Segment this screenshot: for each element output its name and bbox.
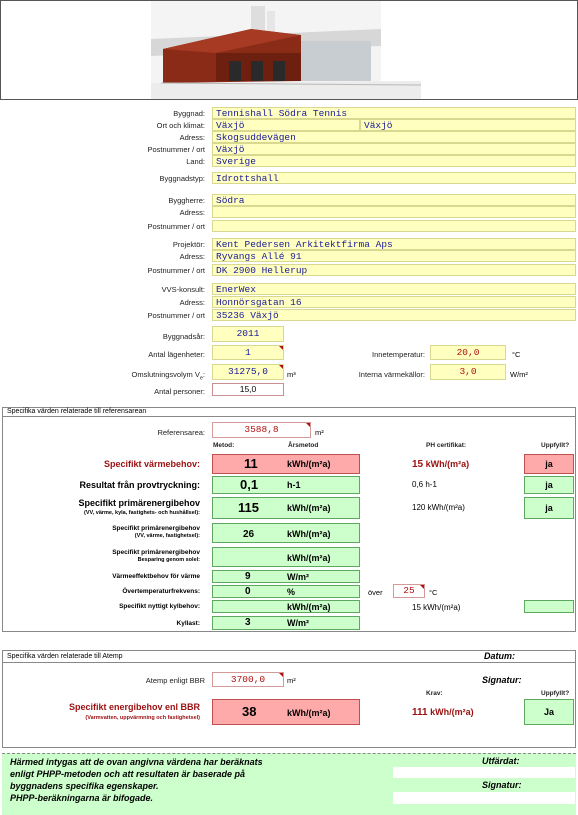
pressure-test-ph: 0,6 h-1 bbox=[412, 480, 437, 489]
solar-saving-sublabel: Besparing genom solel: bbox=[137, 557, 200, 563]
building-illustration bbox=[0, 0, 578, 100]
architect-field[interactable]: Kent Pedersen Arkitektfirma Aps bbox=[212, 238, 576, 250]
primary-energy-ph: 120 kWh/(m²a) bbox=[412, 503, 465, 512]
building-type-label: Byggnadstyp: bbox=[159, 174, 205, 183]
persons-field[interactable]: 15,0 bbox=[212, 383, 284, 396]
footer-line-2: enligt PHPP-metoden och att resultaten är baserade på bbox=[10, 769, 246, 779]
architect-postal-field[interactable]: DK 2900 Hellerup bbox=[212, 264, 576, 276]
climate-field[interactable]: Växjö bbox=[360, 119, 576, 131]
pressure-test-ok: ja bbox=[524, 476, 574, 494]
heat-demand-label: Specifikt värmebehov: bbox=[103, 459, 200, 469]
cooling-load-label: Kyllast: bbox=[176, 620, 200, 627]
postal-label: Postnummer / ort bbox=[147, 145, 205, 154]
internal-heat-label: Interna värmekällor: bbox=[358, 370, 425, 379]
country-label: Land: bbox=[186, 157, 205, 166]
atemp-section-divider bbox=[2, 662, 576, 663]
primary-energy-sublabel: (VV, värme, kyla, fastighets- och hushållsel): bbox=[84, 510, 200, 516]
col-req: Krav: bbox=[426, 690, 443, 697]
hvac-label: VVS-konsult: bbox=[161, 285, 205, 294]
bbr-energy-sublabel: (Varmvatten, uppvärmning och fastighetsel) bbox=[85, 715, 200, 721]
volume-unit: m³ bbox=[287, 370, 296, 379]
bbr-energy-unit: kWh/(m²a) bbox=[287, 708, 331, 718]
bbr-energy-label: Specifikt energibehov enl BBR bbox=[68, 702, 200, 712]
volume-label: Omslutningsvolym $V_e$: bbox=[131, 370, 205, 382]
heat-demand-unit: kWh/(m²a) bbox=[287, 459, 331, 469]
owner-label: Byggherre: bbox=[168, 196, 205, 205]
date-label: Datum: bbox=[484, 651, 515, 661]
cooling-demand-cell bbox=[212, 600, 360, 613]
internal-heat-unit: W/m² bbox=[510, 370, 528, 379]
cooling-demand-label: Specifikt nyttigt kylbehov: bbox=[119, 603, 200, 610]
city-field[interactable]: Växjö bbox=[212, 119, 360, 131]
overheat-label: Övertemperaturfrekvens: bbox=[122, 588, 200, 595]
pressure-test-unit: h-1 bbox=[287, 480, 301, 490]
cooling-demand-ok bbox=[524, 600, 574, 613]
atemp-section-title: Specifika värden relaterade till Atemp bbox=[7, 653, 123, 660]
architect-address-field[interactable]: Ryvangs Allé 91 bbox=[212, 250, 576, 262]
primary-energy-2-value: 26 bbox=[243, 529, 255, 540]
owner-field[interactable]: Södra bbox=[212, 194, 576, 206]
footer-signature-field[interactable] bbox=[393, 792, 575, 804]
pressure-test-cell bbox=[212, 476, 360, 494]
primary-energy-2-cell bbox=[212, 523, 360, 543]
owner-address-label: Adress: bbox=[179, 208, 205, 217]
solar-saving-label: Specifikt primärenergibehov bbox=[112, 549, 200, 556]
architect-label: Projektör: bbox=[172, 240, 205, 249]
footer-line-4: PHPP-beräkningarna är bifogade. bbox=[10, 793, 154, 803]
cooling-load-unit: W/m² bbox=[287, 618, 309, 628]
issued-field[interactable] bbox=[393, 767, 575, 778]
owner-postal-label: Postnummer / ort bbox=[147, 222, 205, 231]
hvac-address-field[interactable]: Honnörsgatan 16 bbox=[212, 296, 576, 308]
col-ok: Uppfyllt? bbox=[541, 442, 570, 449]
bbr-requirement: 111 kWh/(m²a) bbox=[412, 707, 474, 718]
atemp-signature-label: Signatur: bbox=[482, 675, 522, 685]
primary-energy-2-unit: kWh/(m²a) bbox=[287, 529, 331, 539]
ref-area-unit: m² bbox=[315, 428, 324, 437]
primary-energy-ok: ja bbox=[524, 497, 574, 519]
issued-label: Utfärdat: bbox=[482, 756, 520, 766]
footer-line-1: Härmed intygas att de ovan angivna värdena har beräknats bbox=[10, 757, 263, 767]
architect-postal-label: Postnummer / ort bbox=[147, 266, 205, 275]
ref-area-label: Referensarea: bbox=[157, 428, 205, 437]
indoor-temp-unit: °C bbox=[512, 350, 521, 359]
heat-load-unit: W/m² bbox=[287, 572, 309, 582]
bbr-ok: Ja bbox=[524, 699, 574, 725]
primary-energy-label: Specifikt primärenergibehov bbox=[78, 498, 200, 508]
footer-line-3: byggnadens specifika egenskaper. bbox=[10, 781, 159, 791]
overheat-limit-unit: °C bbox=[429, 588, 438, 597]
persons-label: Antal personer: bbox=[154, 387, 205, 396]
ref-section-divider bbox=[2, 416, 576, 417]
overheat-cell bbox=[212, 585, 360, 598]
cooling-load-value: 3 bbox=[245, 617, 251, 628]
atemp-field[interactable]: 3700,0 bbox=[212, 672, 284, 687]
heat-load-label: Värmeeffektbehov för värme bbox=[112, 573, 200, 580]
pressure-test-label: Resultat från provtryckning: bbox=[79, 480, 200, 490]
overheat-unit: % bbox=[287, 587, 296, 597]
bbr-energy-value: 38 bbox=[242, 704, 257, 719]
heat-demand-value: 11 bbox=[244, 456, 258, 471]
hvac-postal-label: Postnummer / ort bbox=[147, 311, 205, 320]
col-method: Metod: bbox=[213, 442, 235, 449]
hvac-address-label: Adress: bbox=[179, 298, 205, 307]
apartments-label: Antal lägenheter: bbox=[148, 350, 205, 359]
footer-signature-label: Signatur: bbox=[482, 780, 522, 790]
primary-energy-2-sublabel: (VV, värme, fastighetsel): bbox=[134, 533, 200, 539]
heat-demand-ph: 15 kWh/(m²a) bbox=[412, 459, 470, 470]
heat-demand-ok: ja bbox=[524, 454, 574, 474]
heat-load-value: 9 bbox=[245, 571, 251, 582]
architect-address-label: Adress: bbox=[179, 252, 205, 261]
year-field[interactable]: 2011 bbox=[212, 326, 284, 342]
cooling-load-cell bbox=[212, 616, 360, 630]
overheat-over-label: över bbox=[368, 588, 383, 597]
owner-postal-field[interactable] bbox=[212, 220, 576, 232]
indoor-temp-field[interactable]: 20,0 bbox=[430, 345, 506, 360]
heat-load-cell bbox=[212, 570, 360, 583]
volume-field[interactable]: 31275,0 bbox=[212, 364, 284, 380]
building-name-field[interactable]: Tennishall Södra Tennis bbox=[212, 107, 576, 119]
primary-energy-unit: kWh/(m²a) bbox=[287, 503, 331, 513]
col-annual: Årsmetod bbox=[288, 442, 319, 449]
solar-saving-unit: kWh/(m²a) bbox=[287, 553, 331, 563]
address-field[interactable]: Skogsuddevägen bbox=[212, 131, 576, 143]
atemp-col-ok: Uppfyllt? bbox=[541, 690, 570, 697]
hvac-postal-field[interactable]: 35236 Växjö bbox=[212, 309, 576, 321]
atemp-label: Atemp enligt BBR bbox=[145, 676, 205, 685]
address-label: Adress: bbox=[179, 133, 205, 142]
owner-address-field[interactable] bbox=[212, 206, 576, 218]
col-ph: PH certifikat: bbox=[426, 442, 467, 449]
ref-section-frame bbox=[2, 407, 576, 632]
ref-area-field[interactable]: 3588,8 bbox=[212, 422, 311, 438]
internal-heat-field[interactable]: 3,0 bbox=[430, 364, 506, 380]
primary-energy-2-label: Specifikt primärenergibehov bbox=[112, 525, 200, 532]
bbr-energy-cell bbox=[212, 699, 360, 725]
cooling-demand-unit: kWh/(m²a) bbox=[287, 602, 331, 612]
city-climate-label: Ort och klimat: bbox=[156, 121, 205, 130]
atemp-unit: m² bbox=[287, 676, 296, 685]
primary-energy-cell bbox=[212, 497, 360, 519]
primary-energy-value: 115 bbox=[238, 500, 259, 515]
overheat-limit-field[interactable]: 25 bbox=[393, 584, 425, 598]
ref-section-title: Specifika värden relaterade till referensarean bbox=[7, 408, 147, 415]
year-label: Byggnadsår: bbox=[162, 332, 205, 341]
solar-saving-cell bbox=[212, 547, 360, 567]
country-field[interactable]: Sverige bbox=[212, 155, 576, 167]
overheat-value: 0 bbox=[245, 586, 251, 597]
cooling-demand-ph: 15 kWh/(m²a) bbox=[412, 603, 461, 612]
postal-field[interactable]: Växjö bbox=[212, 143, 576, 155]
heat-demand-cell bbox=[212, 454, 360, 474]
building-type-field[interactable]: Idrottshall bbox=[212, 172, 576, 184]
building-name-label: Byggnad: bbox=[173, 109, 205, 118]
pressure-test-value: 0,1 bbox=[240, 477, 259, 492]
hvac-field[interactable]: EnerWex bbox=[212, 283, 576, 295]
apartments-field[interactable]: 1 bbox=[212, 345, 284, 360]
indoor-temp-label: Innetemperatur: bbox=[372, 350, 425, 359]
